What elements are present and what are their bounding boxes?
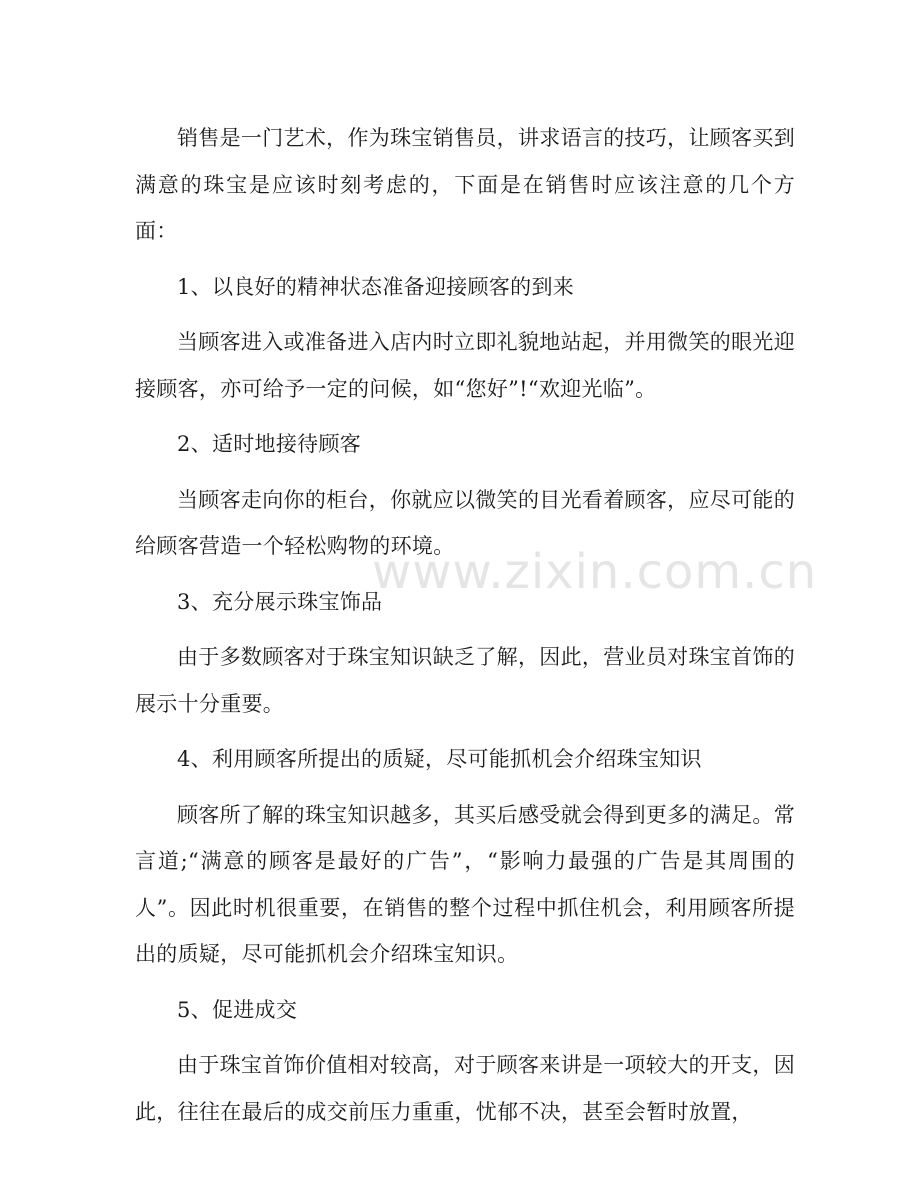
section-body-5: 由于珠宝首饰价值相对较高，对于顾客来讲是一项较大的开支，因此，往往在最后的成交前压力重重，忧郁不决，甚至会暂时放置， <box>135 1053 795 1124</box>
section-heading-2: 2、适时地接待顾客 <box>177 432 362 456</box>
document-body <box>135 115 795 1135</box>
section-heading-5: 5、促进成交 <box>177 997 298 1022</box>
section-body-4: 顾客所了解的珠宝知识越多，其买后感受就会得到更多的满足。常言道;“满意的顾客是最好的广告”，“影响力最强的广告是其周围的人”。因此时机很重要，在销售的整个过程中抓住机会，利用顾客所提出的质疑，尽可能抓机会介绍珠宝知识。 <box>135 802 795 966</box>
section-heading-4: 4、利用顾客所提出的质疑，尽可能抓机会介绍珠宝知识 <box>177 747 702 771</box>
section-body-3: 由于多数顾客对于珠宝知识缺乏了解，因此，营业员对珠宝首饰的展示十分重要。 <box>135 645 795 716</box>
section-heading-1: 1、以良好的精神状态准备迎接顾客的到来 <box>177 274 575 299</box>
section-body-2: 当顾客走向你的柜台，你就应以微笑的目光看着顾客，应尽可能的给顾客营造一个轻松购物的环境。 <box>135 487 795 558</box>
section-heading-3: 3、充分展示珠宝饰品 <box>177 589 383 614</box>
watermark: www.zixin.com.cn <box>372 544 818 600</box>
intro-paragraph: 销售是一门艺术，作为珠宝销售员，讲求语言的技巧，让顾客买到满意的珠宝是应该时刻考虑的，下面是在销售时应该注意的几个方面： <box>135 126 795 243</box>
section-body-1: 当顾客进入或准备进入店内时立即礼貌地站起，并用微笑的眼光迎接顾客，亦可给予一定的问候，如“您好”!“欢迎光临”。 <box>135 330 795 401</box>
